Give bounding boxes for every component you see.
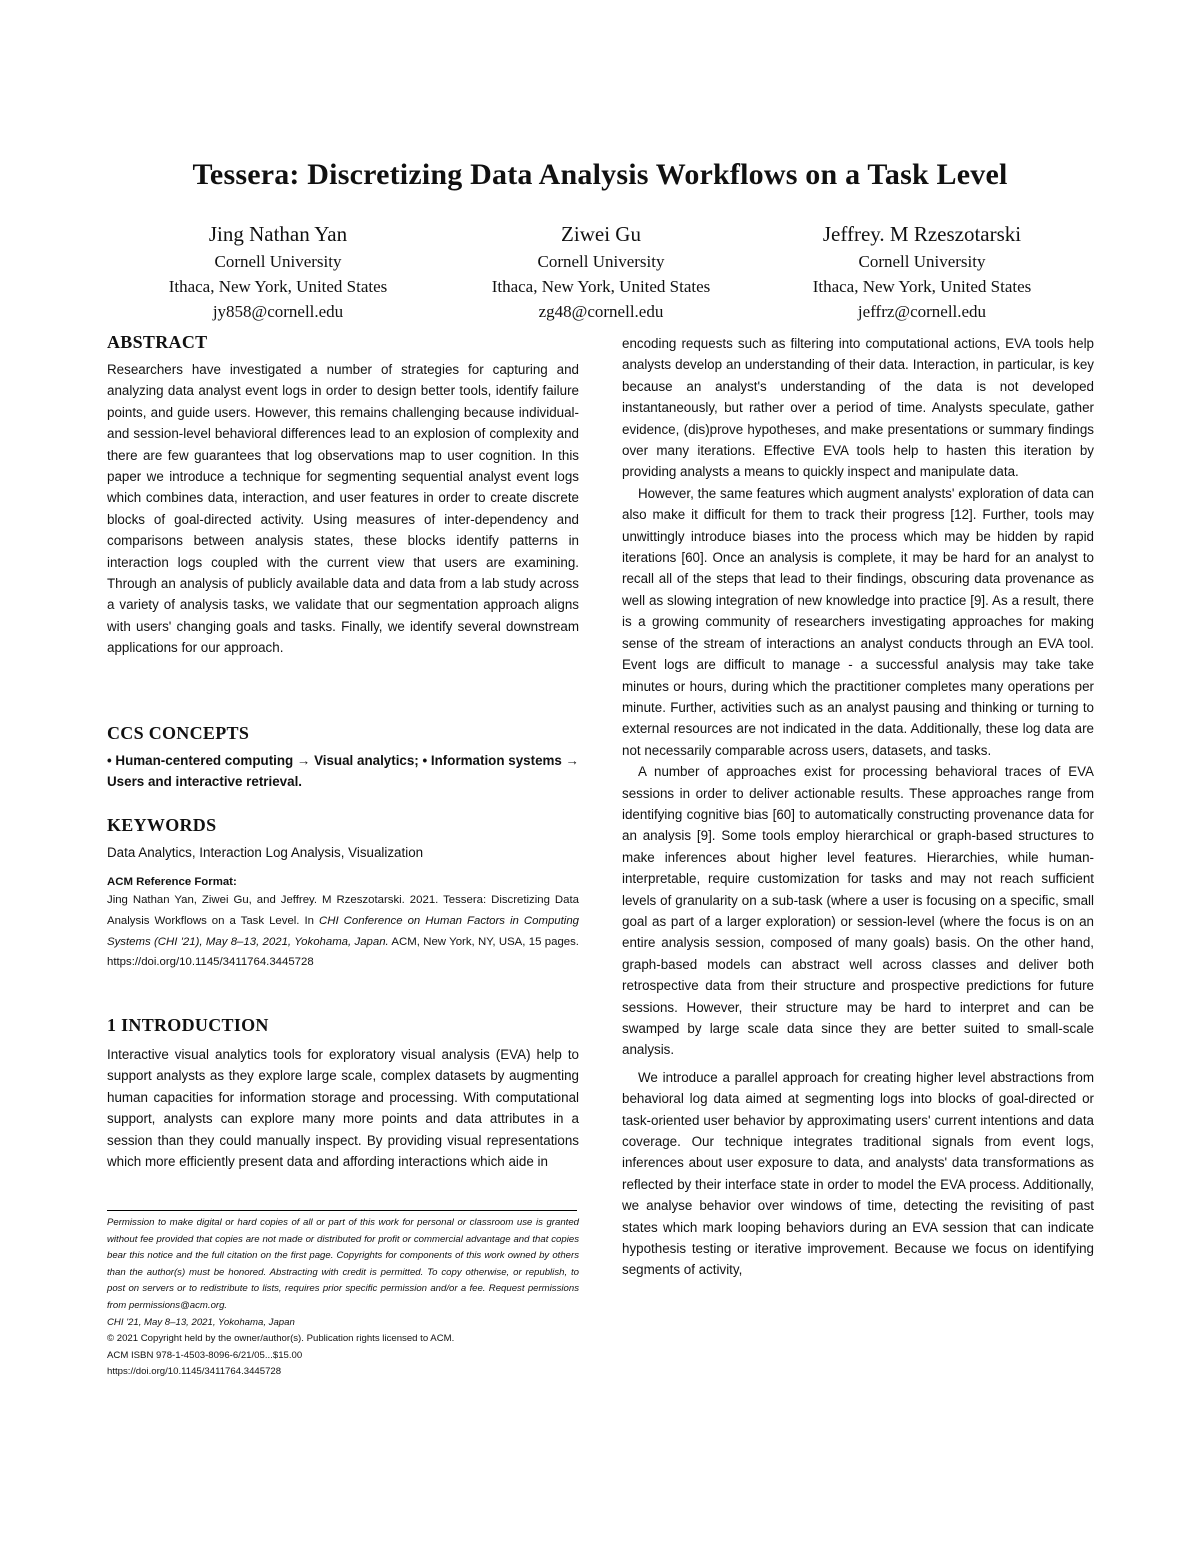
abstract-text: Researchers have investigated a number of strategies for capturing and analyzing data analyst event logs in order to design better tools, identify failure points, and guide users. However, this remains challenging because individual- and session-level behavioral differences lead to an explosion of complexity and there are few guarantees that log observations map to user cognition. In this paper we introduce a technique for segmenting sequential analyst event logs which combines data, interaction, and user features in order to create discrete blocks of goal-directed activity. Using measures of inter-dependency and comparisons between analysis states, these blocks identify patterns in interaction logs coupled with the current view that users are examining. Through an analysis of publicly available data and data from a lab study across a variety of analysis tasks, we validate that our segmentation approach aligns with users' changing goals and tasks. Finally, we identify several downstream applications for our approach. — [107, 362, 579, 656]
author-affiliation: Cornell University — [858, 252, 986, 271]
intro-paragraph-4: We introduce a parallel approach for creating higher level abstractions from behavioral log data aimed at segmenting logs into blocks of goal-directed or task-oriented user behavior by approximating users' current intentions and data coverage. Our technique integrates traditional signals from event logs, inferences about user exposure to data, and analysts' data transformations as reflected by their interface state in order to model the EVA process. Additionally, we analyse behavior over windows of time, detecting the revisiting of past states which mark looping behaviors during an EVA session that can indicate hypothesis testing or iterative improvement. Because we focus on identifying segments of activity, — [622, 1069, 1094, 1278]
footnote-divider — [107, 1210, 577, 1211]
intro-paragraph-3: A number of approaches exist for processing behavioral traces of EVA sessions in order to deliver actionable results. These approaches range from identifying cognitive bias [60] to automatically constructing provenance data for an analysis [9]. Some tools employ hierarchical or graph-based structures to make inferences about higher level features. Hierarchies, while human-interpretable, require customization for tasks and may not reach sufficient levels of granularity on a sub-task (where a user is focusing on a specific, small goal as part of a larger exploration) or session-level (where the focus is on an entire analysis session, composed of many goals) basis. On the other hand, graph-based models can abstract well across classes and deliver both retrospective data from their structure and prospective predictions for future sessions. However, their structure may be hard to interpret and can be swamped by large scale data since they are better suited to small-scale analysis. — [622, 764, 1094, 1058]
isbn-line: ACM ISBN 978-1-4503-8096-6/21/05...$15.00 — [107, 1349, 303, 1361]
author-name: Jeffrey. M Rzeszotarski — [822, 222, 1022, 246]
abstract-section — [107, 332, 579, 659]
author-location: Ithaca, New York, United States — [812, 277, 1032, 296]
reference-venue: CHI Conference on Human Factors in Computing Systems (CHI '21), May 8–13, 2021, Yokohama, Japan. — [107, 914, 579, 948]
abstract-heading: ABSTRACT — [107, 332, 208, 352]
right-column — [622, 333, 1094, 1281]
ccs-text: • Human-centered computing → Visual analytics; • Information systems → Users and interactive retrieval. — [107, 753, 579, 790]
author-email[interactable]: zg48@cornell.edu — [538, 302, 664, 321]
reference-heading: ACM Reference Format: — [107, 876, 237, 888]
introduction-section — [107, 1015, 579, 1172]
footnote — [107, 1215, 579, 1381]
permission-notice: Permission to make digital or hard copies of all or part of this work for personal or classroom use is granted without fee provided that copies are not made or distributed for profit or commercial advantage and that copies bear this notice and the full citation on the first page. Copyrights for components of this work owned by others than the author(s) must be honored. Abstracting with credit is permitted. To copy otherwise, or republish, to post on servers or to redistribute to lists, requires prior specific permission and/or a fee. Request permissions from permissions@acm.org. — [107, 1217, 579, 1311]
intro-paragraph-1: encoding requests such as filtering into computational actions, EVA tools help analysts develop an understanding of their data. Interaction, in particular, is key because an analyst's understanding of the data is not developed instantaneously, but rather over a period of time. Analysts speculate, gather evidence, (dis)prove hypotheses, and make presentations or summary findings over many iterations. Effective EVA tools help to hasten this iteration by providing analysts a means to quickly inspect and manipulate data. — [622, 336, 1094, 480]
intro-paragraph-left: Interactive visual analytics tools for exploratory visual analysis (EVA) help to support analysts as they explore large scale, complex datasets by augmenting human capacities for information storage and processing. With computational support, analysts can explore many more points and data attributes in a session than they could manually inspect. By providing visual representations which more efficiently present data and affording interactions which aide in — [107, 1047, 579, 1170]
ccs-heading: CCS CONCEPTS — [107, 723, 250, 743]
author-affiliation: Cornell University — [214, 252, 342, 271]
keywords-heading: KEYWORDS — [107, 815, 217, 835]
reference-text — [107, 890, 579, 973]
doi-link[interactable]: https://doi.org/10.1145/3411764.3445728 — [107, 1366, 282, 1378]
author-email[interactable]: jeffrz@cornell.edu — [857, 302, 987, 321]
keywords-section — [107, 815, 579, 863]
conference-line: CHI '21, May 8–13, 2021, Yokohama, Japan — [107, 1316, 295, 1328]
author-email[interactable]: jy858@cornell.edu — [212, 302, 344, 321]
author-1 — [108, 220, 448, 324]
ccs-section — [107, 723, 579, 793]
author-3 — [752, 220, 1092, 324]
author-name: Jing Nathan Yan — [208, 222, 348, 246]
author-location: Ithaca, New York, United States — [168, 277, 388, 296]
intro-paragraph-2: However, the same features which augment analysts' exploration of data can also make it difficult for them to track their progress [12]. Further, tools may unwittingly introduce biases into the process which may be hidden by rapid iterations [60]. Once an analysis is complete, it may be hard for an analyst to recall all of the steps that lead to their findings, obscuring data provenance as well as slowing integration of new knowledge into practice [9]. As a result, there is a growing community of researchers investigating approaches for making sense of the stream of interactions an analyst conducts through an EVA tool. Event logs are difficult to manage - a successful analysis may take take minutes or hours, during which the practitioner completes many operations per minute. Further, activities such as an analyst pausing and thinking or turning to external resources are not indicated in the data. Additionally, these log data are not necessarily comparable across users, datasets, and tasks. — [622, 485, 1094, 758]
author-name: Ziwei Gu — [561, 222, 641, 246]
author-affiliation: Cornell University — [537, 252, 665, 271]
reference-doi[interactable]: ACM, New York, NY, USA, 15 pages. https://doi.org/10.1145/3411764.3445728 — [107, 935, 579, 969]
copyright-line: © 2021 Copyright held by the owner/author(s). Publication rights licensed to ACM. — [107, 1333, 455, 1345]
intro-heading: 1 INTRODUCTION — [107, 1015, 269, 1035]
author-2 — [431, 220, 771, 324]
paper-title: Tessera: Discretizing Data Analysis Workflows on a Task Level — [192, 158, 1008, 191]
reference-format — [107, 876, 579, 973]
reference-authors: Jing Nathan Yan, Ziwei Gu, and Jeffrey. M Rzeszotarski. 2021. Tessera: Discretizing Data Analysis Workflows on a Task Level. In — [107, 894, 579, 927]
author-location: Ithaca, New York, United States — [491, 277, 711, 296]
keywords-text: Data Analytics, Interaction Log Analysis, Visualization — [107, 845, 424, 860]
